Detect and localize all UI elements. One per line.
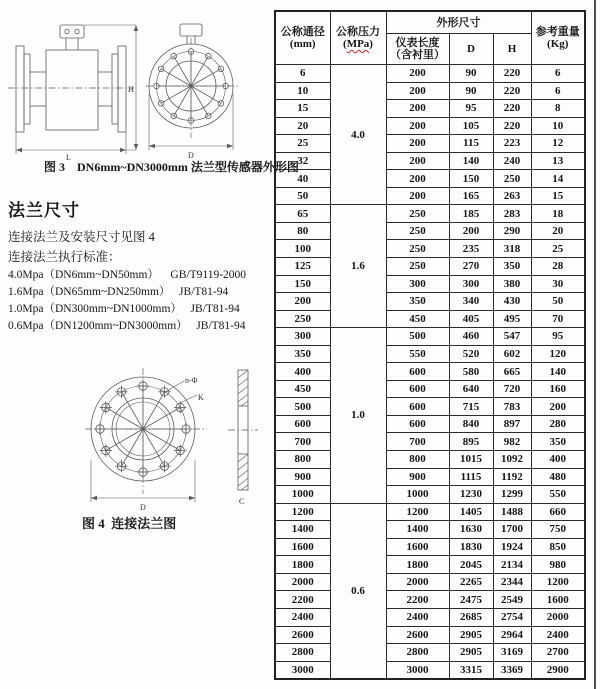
cell-weight: 120 bbox=[531, 345, 585, 363]
table-row bbox=[275, 258, 585, 276]
cell-h: 897 bbox=[493, 415, 531, 433]
cell-pressure: 1.6 bbox=[330, 205, 386, 328]
cell-h: 2754 bbox=[493, 608, 531, 626]
table-row bbox=[275, 310, 585, 328]
cell-h: 720 bbox=[493, 380, 531, 398]
cell-d: 2905 bbox=[449, 626, 493, 644]
cell-d: 1115 bbox=[449, 468, 493, 486]
cell-length: 1600 bbox=[386, 538, 449, 556]
table-row bbox=[275, 573, 585, 591]
table-row bbox=[275, 468, 585, 486]
header-dn-title: 公称通径 bbox=[280, 26, 325, 38]
table-row bbox=[275, 486, 585, 504]
cell-d: 340 bbox=[449, 293, 493, 311]
cell-length: 350 bbox=[386, 293, 449, 311]
cell-length: 600 bbox=[386, 363, 449, 381]
cell-dn: 800 bbox=[275, 451, 330, 469]
cell-h: 220 bbox=[493, 117, 531, 135]
cell-dn: 40 bbox=[275, 170, 330, 188]
figure4-flange-side-drawing bbox=[228, 360, 262, 514]
cell-length: 550 bbox=[386, 345, 449, 363]
cell-d: 105 bbox=[449, 117, 493, 135]
dim-label-H: H bbox=[128, 85, 134, 94]
cell-pressure: 1.0 bbox=[330, 328, 386, 503]
cell-length: 200 bbox=[386, 187, 449, 205]
cell-d: 115 bbox=[449, 135, 493, 153]
cell-length: 200 bbox=[386, 82, 449, 100]
figure4-flange-drawing bbox=[85, 360, 215, 514]
cell-d: 2905 bbox=[449, 644, 493, 662]
cell-weight: 2400 bbox=[531, 626, 585, 644]
flange-standard-item: 1.6Mpa（DN65mm~DN250mm） JB/T81-94 bbox=[8, 286, 229, 298]
cell-dn: 25 bbox=[275, 135, 330, 153]
cell-length: 200 bbox=[386, 117, 449, 135]
table-row bbox=[275, 503, 585, 521]
cell-weight: 1600 bbox=[531, 591, 585, 609]
cell-dn: 450 bbox=[275, 380, 330, 398]
cell-length: 1200 bbox=[386, 503, 449, 521]
flange-standard-item: 1.0Mpa（DN300mm~DN1000mm） JB/T81-94 bbox=[8, 303, 240, 315]
cell-dn: 32 bbox=[275, 152, 330, 170]
table-row bbox=[275, 275, 585, 293]
cell-d: 1630 bbox=[449, 521, 493, 539]
cell-d: 2685 bbox=[449, 608, 493, 626]
cell-dn: 6 bbox=[275, 65, 330, 83]
cell-length: 300 bbox=[386, 275, 449, 293]
cell-d: 1230 bbox=[449, 486, 493, 504]
header-length-note: （含衬里） bbox=[390, 49, 445, 61]
table-row bbox=[275, 152, 585, 170]
figure3-caption: 图 3 DN6mm~DN3000mm 法兰型传感器外形图 bbox=[44, 160, 299, 174]
cell-h: 1488 bbox=[493, 503, 531, 521]
table-row bbox=[275, 293, 585, 311]
cell-dn: 1800 bbox=[275, 556, 330, 574]
cell-dn: 150 bbox=[275, 275, 330, 293]
header-weight bbox=[531, 11, 585, 65]
cell-length: 2200 bbox=[386, 591, 449, 609]
cell-h: 290 bbox=[493, 222, 531, 240]
table-row bbox=[275, 433, 585, 451]
header-weight-unit: (Kg) bbox=[547, 38, 569, 50]
cell-pressure: 4.0 bbox=[330, 65, 386, 205]
header-pressure-paren: ) bbox=[369, 38, 373, 50]
header-outline-title: 外形尺寸 bbox=[436, 16, 481, 29]
cell-d: 95 bbox=[449, 100, 493, 118]
cell-dn: 2600 bbox=[275, 626, 330, 644]
cell-dn: 500 bbox=[275, 398, 330, 416]
cell-dn: 50 bbox=[275, 187, 330, 205]
cell-h: 350 bbox=[493, 258, 531, 276]
cell-h: 380 bbox=[493, 275, 531, 293]
cell-h: 263 bbox=[493, 187, 531, 205]
table-row bbox=[275, 65, 585, 83]
cell-dn: 125 bbox=[275, 258, 330, 276]
dim-label-D: D bbox=[188, 151, 194, 160]
cell-dn: 20 bbox=[275, 117, 330, 135]
header-h-label: H bbox=[507, 43, 517, 55]
cell-d: 715 bbox=[449, 398, 493, 416]
cell-length: 200 bbox=[386, 65, 449, 83]
cell-weight: 28 bbox=[531, 258, 585, 276]
dimensions-table-wrap bbox=[274, 10, 586, 680]
cell-length: 200 bbox=[386, 100, 449, 118]
figure4-caption: 图 4 连接法兰图 bbox=[82, 516, 177, 531]
cell-dn: 10 bbox=[275, 82, 330, 100]
cell-weight: 2700 bbox=[531, 644, 585, 662]
cell-length: 600 bbox=[386, 398, 449, 416]
cell-dn: 300 bbox=[275, 328, 330, 346]
cell-h: 283 bbox=[493, 205, 531, 223]
cell-h: 220 bbox=[493, 82, 531, 100]
cell-dn: 600 bbox=[275, 415, 330, 433]
dim-label-L: L bbox=[66, 153, 71, 162]
cell-weight: 400 bbox=[531, 451, 585, 469]
cell-dn: 250 bbox=[275, 310, 330, 328]
cell-length: 250 bbox=[386, 205, 449, 223]
cell-dn: 1600 bbox=[275, 538, 330, 556]
cell-h: 430 bbox=[493, 293, 531, 311]
cell-d: 140 bbox=[449, 152, 493, 170]
table-row bbox=[275, 415, 585, 433]
header-weight-title: 参考重量 bbox=[535, 26, 580, 38]
cell-h: 2344 bbox=[493, 573, 531, 591]
header-d bbox=[449, 34, 493, 65]
cell-dn: 2000 bbox=[275, 573, 330, 591]
cell-weight: 480 bbox=[531, 468, 585, 486]
cell-length: 2600 bbox=[386, 626, 449, 644]
cell-weight: 160 bbox=[531, 380, 585, 398]
cell-dn: 2800 bbox=[275, 644, 330, 662]
flange-note-line: 连接法兰及安装尺寸见图 4 bbox=[8, 230, 155, 244]
cell-d: 165 bbox=[449, 187, 493, 205]
header-d-label: D bbox=[467, 43, 475, 55]
cell-h: 240 bbox=[493, 152, 531, 170]
cell-d: 2265 bbox=[449, 573, 493, 591]
table-row bbox=[275, 644, 585, 662]
cell-dn: 3000 bbox=[275, 661, 330, 679]
cell-dn: 65 bbox=[275, 205, 330, 223]
table-row bbox=[275, 117, 585, 135]
cell-weight: 6 bbox=[531, 65, 585, 83]
flange-standard-intro: 连接法兰执行标准： bbox=[8, 250, 121, 264]
cell-h: 1924 bbox=[493, 538, 531, 556]
cell-length: 2800 bbox=[386, 644, 449, 662]
page-edge-line bbox=[594, 0, 596, 689]
figure3-side-view-drawing bbox=[8, 10, 140, 162]
cell-h: 250 bbox=[493, 170, 531, 188]
cell-weight: 2000 bbox=[531, 608, 585, 626]
cell-length: 600 bbox=[386, 380, 449, 398]
cell-dn: 2200 bbox=[275, 591, 330, 609]
cell-d: 405 bbox=[449, 310, 493, 328]
cell-d: 235 bbox=[449, 240, 493, 258]
label-bolt-count: n-Φ bbox=[185, 376, 198, 385]
cell-weight: 10 bbox=[531, 117, 585, 135]
cell-length: 600 bbox=[386, 415, 449, 433]
cell-d: 1830 bbox=[449, 538, 493, 556]
cell-length: 500 bbox=[386, 328, 449, 346]
cell-h: 783 bbox=[493, 398, 531, 416]
table-row bbox=[275, 538, 585, 556]
cell-d: 580 bbox=[449, 363, 493, 381]
header-outline-group bbox=[386, 11, 531, 34]
figure3-front-view-drawing bbox=[146, 10, 258, 162]
cell-h: 982 bbox=[493, 433, 531, 451]
cell-h: 665 bbox=[493, 363, 531, 381]
cell-d: 270 bbox=[449, 258, 493, 276]
table-row bbox=[275, 608, 585, 626]
cell-weight: 15 bbox=[531, 187, 585, 205]
header-dn-unit: (mm) bbox=[289, 38, 316, 50]
cell-weight: 660 bbox=[531, 503, 585, 521]
table-row bbox=[275, 205, 585, 223]
header-h bbox=[493, 34, 531, 65]
cell-h: 220 bbox=[493, 65, 531, 83]
table-row bbox=[275, 661, 585, 679]
table-row bbox=[275, 222, 585, 240]
flange-section-heading: 法兰尺寸 bbox=[8, 201, 80, 220]
header-length bbox=[386, 34, 449, 65]
cell-weight: 140 bbox=[531, 363, 585, 381]
table-row bbox=[275, 521, 585, 539]
cell-h: 220 bbox=[493, 100, 531, 118]
cell-h: 3369 bbox=[493, 661, 531, 679]
cell-weight: 980 bbox=[531, 556, 585, 574]
cell-d: 200 bbox=[449, 222, 493, 240]
cell-h: 547 bbox=[493, 328, 531, 346]
cell-dn: 1200 bbox=[275, 503, 330, 521]
cell-pressure: 0.6 bbox=[330, 503, 386, 679]
cell-length: 1000 bbox=[386, 486, 449, 504]
cell-weight: 50 bbox=[531, 293, 585, 311]
cell-dn: 1400 bbox=[275, 521, 330, 539]
cell-length: 250 bbox=[386, 222, 449, 240]
cell-weight: 12 bbox=[531, 135, 585, 153]
cell-h: 1700 bbox=[493, 521, 531, 539]
cell-d: 1015 bbox=[449, 451, 493, 469]
flange-standard-item: 4.0Mpa（DN6mm~DN50mm） GB/T9119-2000 bbox=[8, 269, 247, 281]
cell-d: 300 bbox=[449, 275, 493, 293]
cell-weight: 200 bbox=[531, 398, 585, 416]
table-row bbox=[275, 398, 585, 416]
cell-h: 223 bbox=[493, 135, 531, 153]
header-dn bbox=[275, 11, 330, 65]
header-pressure-title: 公称压力 bbox=[336, 26, 380, 38]
cell-h: 1192 bbox=[493, 468, 531, 486]
cell-d: 460 bbox=[449, 328, 493, 346]
flange-standard-item: 0.6Mpa（DN1200mm~DN3000mm） JB/T81-94 bbox=[8, 320, 246, 332]
table-row bbox=[275, 82, 585, 100]
cell-h: 602 bbox=[493, 345, 531, 363]
cell-h: 1092 bbox=[493, 451, 531, 469]
table-row bbox=[275, 100, 585, 118]
cell-dn: 2400 bbox=[275, 608, 330, 626]
cell-length: 2000 bbox=[386, 573, 449, 591]
cell-length: 800 bbox=[386, 451, 449, 469]
header-pressure-paren: ( bbox=[343, 38, 347, 50]
cell-dn: 900 bbox=[275, 468, 330, 486]
cell-h: 1299 bbox=[493, 486, 531, 504]
cell-length: 200 bbox=[386, 152, 449, 170]
cell-length: 700 bbox=[386, 433, 449, 451]
cell-length: 3000 bbox=[386, 661, 449, 679]
cell-d: 2045 bbox=[449, 556, 493, 574]
cell-weight: 350 bbox=[531, 433, 585, 451]
table-row bbox=[275, 345, 585, 363]
table-row bbox=[275, 451, 585, 469]
table-row bbox=[275, 170, 585, 188]
cell-weight: 2900 bbox=[531, 661, 585, 679]
label-bolt-circle-K: K bbox=[198, 393, 204, 402]
cell-weight: 6 bbox=[531, 82, 585, 100]
table-row bbox=[275, 240, 585, 258]
cell-d: 2475 bbox=[449, 591, 493, 609]
cell-h: 318 bbox=[493, 240, 531, 258]
header-pressure-unit: MPa bbox=[346, 38, 370, 50]
cell-weight: 14 bbox=[531, 170, 585, 188]
cell-dn: 400 bbox=[275, 363, 330, 381]
cell-d: 3315 bbox=[449, 661, 493, 679]
cell-d: 150 bbox=[449, 170, 493, 188]
cell-d: 895 bbox=[449, 433, 493, 451]
cell-weight: 1200 bbox=[531, 573, 585, 591]
cell-weight: 550 bbox=[531, 486, 585, 504]
cell-dn: 350 bbox=[275, 345, 330, 363]
cell-weight: 850 bbox=[531, 538, 585, 556]
cell-weight: 8 bbox=[531, 100, 585, 118]
cell-d: 90 bbox=[449, 65, 493, 83]
cell-length: 450 bbox=[386, 310, 449, 328]
cell-dn: 15 bbox=[275, 100, 330, 118]
cell-weight: 30 bbox=[531, 275, 585, 293]
cell-weight: 25 bbox=[531, 240, 585, 258]
cell-length: 250 bbox=[386, 240, 449, 258]
cell-h: 2549 bbox=[493, 591, 531, 609]
cell-d: 185 bbox=[449, 205, 493, 223]
cell-h: 2134 bbox=[493, 556, 531, 574]
cell-length: 250 bbox=[386, 258, 449, 276]
cell-d: 640 bbox=[449, 380, 493, 398]
cell-h: 2964 bbox=[493, 626, 531, 644]
cell-h: 3169 bbox=[493, 644, 531, 662]
dim-label-D: D bbox=[140, 503, 146, 512]
cell-dn: 1000 bbox=[275, 486, 330, 504]
table-row bbox=[275, 135, 585, 153]
dim-label-C: C bbox=[239, 497, 245, 506]
table-row bbox=[275, 626, 585, 644]
table-row bbox=[275, 591, 585, 609]
cell-dn: 100 bbox=[275, 240, 330, 258]
header-pressure bbox=[330, 11, 386, 65]
cell-weight: 13 bbox=[531, 152, 585, 170]
dimensions-table bbox=[274, 10, 586, 680]
table-row bbox=[275, 556, 585, 574]
table-row bbox=[275, 363, 585, 381]
cell-length: 1800 bbox=[386, 556, 449, 574]
cell-d: 840 bbox=[449, 415, 493, 433]
cell-weight: 750 bbox=[531, 521, 585, 539]
cell-d: 90 bbox=[449, 82, 493, 100]
table-row bbox=[275, 328, 585, 346]
cell-weight: 20 bbox=[531, 222, 585, 240]
cell-weight: 95 bbox=[531, 328, 585, 346]
cell-h: 495 bbox=[493, 310, 531, 328]
cell-d: 1405 bbox=[449, 503, 493, 521]
table-row bbox=[275, 380, 585, 398]
cell-weight: 280 bbox=[531, 415, 585, 433]
cell-length: 2400 bbox=[386, 608, 449, 626]
header-length-title: 仪表长度 bbox=[395, 37, 440, 49]
cell-dn: 700 bbox=[275, 433, 330, 451]
cell-dn: 80 bbox=[275, 222, 330, 240]
cell-d: 520 bbox=[449, 345, 493, 363]
cell-length: 200 bbox=[386, 135, 449, 153]
cell-length: 200 bbox=[386, 170, 449, 188]
table-row bbox=[275, 187, 585, 205]
cell-weight: 18 bbox=[531, 205, 585, 223]
cell-length: 1400 bbox=[386, 521, 449, 539]
cell-length: 900 bbox=[386, 468, 449, 486]
cell-weight: 70 bbox=[531, 310, 585, 328]
cell-dn: 200 bbox=[275, 293, 330, 311]
